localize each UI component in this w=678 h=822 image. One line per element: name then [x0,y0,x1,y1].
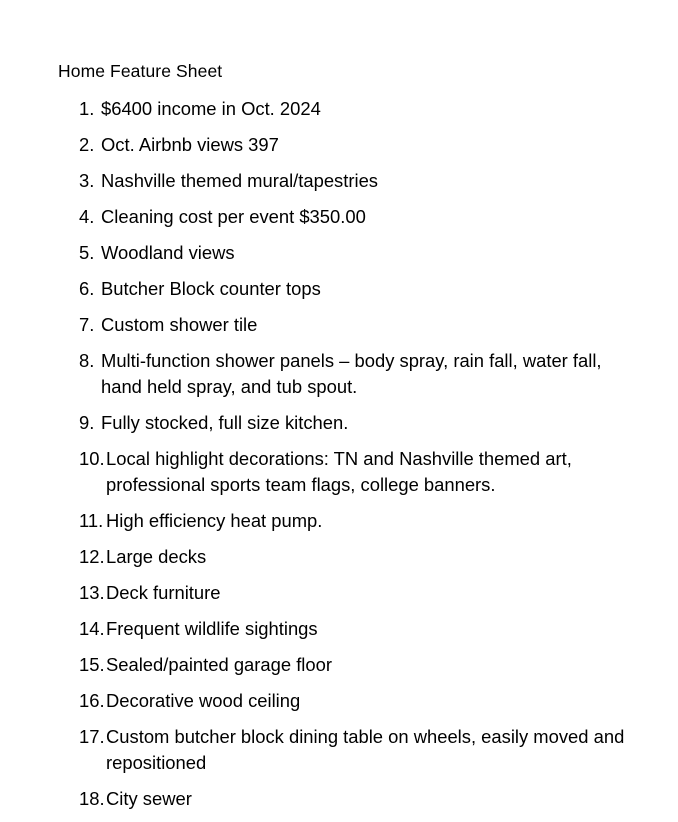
item-text: Multi-function shower panels – body spray, rain fall, water fall, hand held spray, and tub spout. [101,350,602,397]
list-item [79,276,639,302]
list-item [79,616,639,642]
item-number: 4. [79,206,95,227]
item-number: 9. [79,412,95,433]
item-number: 18. [79,788,105,809]
item-text: Cleaning cost per event $350.00 [101,206,366,227]
list-item [79,168,639,194]
document-title: Home Feature Sheet [58,61,223,81]
item-number: 7. [79,314,95,335]
item-text: Oct. Airbnb views 397 [101,134,279,155]
item-number: 16. [79,690,105,711]
item-number: 2. [79,134,95,155]
item-number: 1. [79,98,95,119]
list-item [79,724,639,776]
item-text: Local highlight decorations: TN and Nashville themed art, professional sports team flags, college banners. [106,448,572,495]
list-item [79,348,639,400]
item-text: Frequent wildlife sightings [106,618,318,639]
item-text: Fully stocked, full size kitchen. [101,412,349,433]
list-item [79,688,639,714]
item-text: Sealed/painted garage floor [106,654,332,675]
item-number: 15. [79,654,105,675]
item-text: City sewer [106,788,192,809]
item-text: Decorative wood ceiling [106,690,301,711]
list-item [79,96,639,122]
item-text: High efficiency heat pump. [106,510,323,531]
list-item [79,240,639,266]
list-item [79,580,639,606]
item-number: 13. [79,582,105,603]
item-number: 5. [79,242,95,263]
item-number: 14. [79,618,105,639]
list-item [79,544,639,570]
item-number: 12. [79,546,105,567]
item-text: Butcher Block counter tops [101,278,321,299]
item-number: 3. [79,170,95,191]
item-number: 8. [79,350,95,371]
item-text: Nashville themed mural/tapestries [101,170,378,191]
item-text: Custom butcher block dining table on wheels, easily moved and repositioned [106,726,625,773]
list-item [79,508,639,534]
item-number: 11. [79,510,104,531]
item-number: 17. [79,726,105,747]
item-text: $6400 income in Oct. 2024 [101,98,321,119]
item-text: Woodland views [101,242,235,263]
list-item [79,204,639,230]
item-number: 10. [79,448,105,469]
list-item [79,132,639,158]
list-item [79,410,639,436]
item-text: Large decks [106,546,207,567]
item-number: 6. [79,278,95,299]
item-text: Custom shower tile [101,314,258,335]
list-item [79,312,639,338]
list-item [79,652,639,678]
list-item [79,446,639,498]
item-text: Deck furniture [106,582,221,603]
feature-list [79,96,639,822]
list-item [79,786,639,812]
